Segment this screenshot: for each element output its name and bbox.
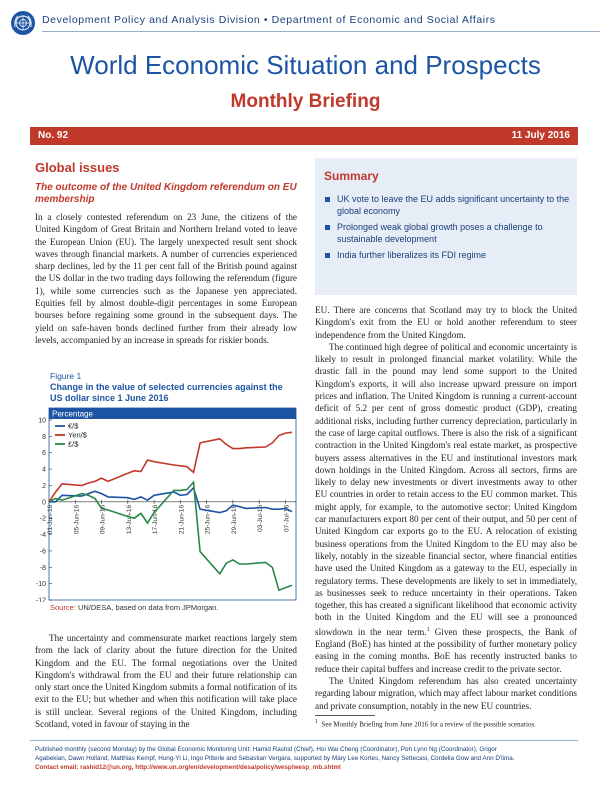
summary-item: [324, 250, 570, 262]
issue-date: 11 July 2016: [511, 130, 570, 141]
paragraph-text: The continued high degree of political and economic uncertainty is likely to result in prolonged financial market volatility. While the drastic fall in the pound may lend some support to the United Kingdom's exports, it will also increase upward pressure on import prices and inflation. The United Kingdom is running a current-account deficit of 5.2 per cent of gross domestic product (GDP), creating additional risks, including further currency depreciation, particularly in the case of large capital outflows. There is also the risk of a significant contraction in the United Kingdom's real estate market, as prospective buyers assess alternatives in the EU and institutional investors mark down holdings in the United Kingdom. Across all sectors, firms are likely to delay new investments or divert investments away to other EU countries in order to retain access to the EU common market. This might apply, for example, to the automotive sector: United Kingdom car manufacturers export 80 per cent of their output, and 50 per cent of United Kingdom car exports go to the EU. A relocation of existing business operations from the United Kingdom to the EU may also be likely, notably in the sizeable financial sector, where financial entities have used the United Kingdom as a gateway to the EU, especially in regulatory terms. These developments are likely to set in immediately, as businesses seek to reduce uncertainty in their operations. Taken together, this has created a significant likelihood that economic activity both in the United Kingdom and the EU will see a pronounced slowdown in the near term.: [315, 341, 577, 637]
x-tick-label: 01-Jun-16: [47, 504, 54, 535]
footnote-text: See Monthly Briefing from June 2016 for a review of the possible scenarios.: [321, 720, 536, 729]
summary-item-text: Prolonged weak global growth poses a challenge to sustainable development: [337, 222, 543, 244]
y-tick-label: -6: [39, 548, 46, 556]
article-paragraph: The uncertainty and commensurate market reactions largely stem from the lack of clarity about the future direction for the United Kingdom and the EU. The formal negotiations over the United Kingdom's withdrawal from the EU and their future relationship can only start once the United Kingdom submits a formal notification of its exit to the EU; but whether and when this notification will take place is still unclear. Several regions of the United Kingdom, including Scotland, voted in favour of staying in the: [35, 633, 297, 730]
header-divider: [42, 31, 600, 32]
footer-credits: Published monthly (second Monday) by the Global Economic Monitoring Unit: Hamid Rashid (Chief), Hoi Wai Cheng (Coordinator), Poh Lynn Ng (Coordinator), Grigor: [35, 746, 497, 753]
currency-line-chart: [30, 404, 305, 602]
footnote: [315, 719, 585, 728]
figure-title: Change in the value of selected currencies against the US dollar since 1 June 2016: [50, 382, 283, 403]
y-tick-label: 2: [42, 482, 46, 490]
department-line: Development Policy and Analysis Division • Department of Economic and Social Affairs: [42, 14, 496, 26]
y-tick-label: 4: [42, 466, 46, 474]
y-tick-label: -8: [39, 564, 46, 572]
legend-label: £/$: [68, 439, 79, 449]
article-title: The outcome of the United Kingdom referendum on EU membership: [35, 182, 297, 205]
summary-box: [315, 158, 577, 295]
x-tick-label: 25-Jun-16: [204, 504, 212, 535]
x-tick-label: 21-Jun-16: [178, 504, 186, 535]
source-label: Source:: [50, 603, 76, 612]
publication-title: World Economic Situation and Prospects: [70, 50, 541, 80]
issue-bar: [30, 127, 578, 145]
x-tick-label: 09-Jun-16: [99, 504, 107, 535]
legend-label: €/$: [68, 421, 79, 431]
y-tick-label: 8: [42, 433, 46, 441]
left-column-bottom: [35, 632, 297, 730]
issue-number: No. 92: [38, 130, 69, 141]
x-tick-label: 05-Jun-16: [73, 504, 81, 535]
summary-item: [324, 222, 570, 245]
figure-source: [50, 603, 218, 612]
x-tick-label: 13-Jun-16: [125, 504, 133, 535]
summary-heading: Summary: [324, 169, 379, 183]
y-tick-label: 6: [42, 450, 46, 458]
figure-label: Figure 1: [50, 371, 82, 381]
article-paragraph: The United Kingdom referendum has also created uncertainty regarding labour migration, which may affect labour market conditions and private consumption, notably in the new EU countries.: [315, 675, 577, 711]
footer-divider: [30, 740, 578, 741]
publication-subtitle: Monthly Briefing: [230, 91, 381, 112]
series-line: [49, 432, 292, 502]
source-text: UN/DESA, based on data from JPMorgan.: [77, 603, 219, 612]
footer-contact: Contact email: rashid12@un.org, http://www.un.org/en/development/desa/policy/wesp/wesp_mb.shtml: [35, 764, 341, 771]
article-paragraph: EU. There are concerns that Scotland may try to block the United Kingdom's exit from the EU or hold another referendum to steer independence from the United Kingdom.: [315, 305, 577, 340]
x-tick-label: 29-Jun-16: [230, 504, 238, 535]
un-emblem-icon: [10, 10, 36, 36]
footnote-number: 1: [315, 719, 318, 725]
square-bullet-icon: [325, 225, 330, 230]
y-axis-label: Percentage: [52, 409, 93, 419]
footer-credits: Agabekian, Dawn Holland, Matthias Kempf, Hung-Yi Li, Ingo Pitterle and Sebastian Vergara, supported by Mary Lee Kortes, Nancy Settecasi, Cordelia Gow and Ann D'lima.: [35, 755, 515, 762]
footer: [35, 745, 580, 772]
summary-item-text: India further liberalizes its FDI regime: [337, 250, 487, 260]
square-bullet-icon: [325, 197, 330, 202]
y-tick-label: -2: [39, 515, 46, 523]
summary-item: [324, 194, 570, 217]
x-tick-label: 03-Jul-16: [257, 504, 265, 532]
summary-list: [324, 194, 570, 267]
legend-label: Yen/$: [68, 430, 87, 440]
x-tick-label: 07-Jul-16: [283, 504, 291, 532]
paragraph-text: Given these prospects, the Bank of England (BoE) has hinted at the possibility of further monetary policy easing in the coming months. BoE has recently instructed banks to reduce their capital buffers and increase credit to the private sector.: [315, 626, 577, 674]
y-tick-label: 10: [38, 417, 46, 425]
footnote-divider: [315, 715, 375, 716]
y-tick-label: -12: [35, 597, 46, 602]
article-paragraph: In a closely contested referendum on 23 June, the citizens of the United Kingdom of Great Britain and Northern Ireland voted to leave the European Union (EU). The largely unexpected result sent shock waves through financial markets. A number of currencies experienced sharp declines, led by the 11 per cent fall of the British pound against the US dollar in the two trading days following the referendum (figure 1), while some currencies such as the Japanese yen appreciated. Equities fell by almost double-digit percentages in some European bourses before regaining some ground in the subsequent days. The yield on safe-haven bonds declined further from their already low levels, accompanied by an increase in spreads for riskier bonds.: [35, 212, 297, 345]
square-bullet-icon: [325, 253, 330, 258]
y-tick-label: -4: [39, 532, 46, 540]
footnote-marker: 1: [426, 626, 430, 633]
y-tick-label: -10: [35, 581, 46, 589]
right-column: [315, 304, 577, 712]
series-line: [49, 488, 292, 513]
y-tick-label: 0: [42, 499, 46, 507]
x-tick-label: 17-Jun-16: [152, 504, 160, 535]
left-column-top: [35, 211, 297, 346]
section-heading: Global issues: [35, 160, 120, 175]
article-paragraph: [315, 341, 577, 675]
summary-item-text: UK vote to leave the EU adds significant uncertainty to the global economy: [337, 194, 570, 216]
series-line: [49, 482, 292, 590]
